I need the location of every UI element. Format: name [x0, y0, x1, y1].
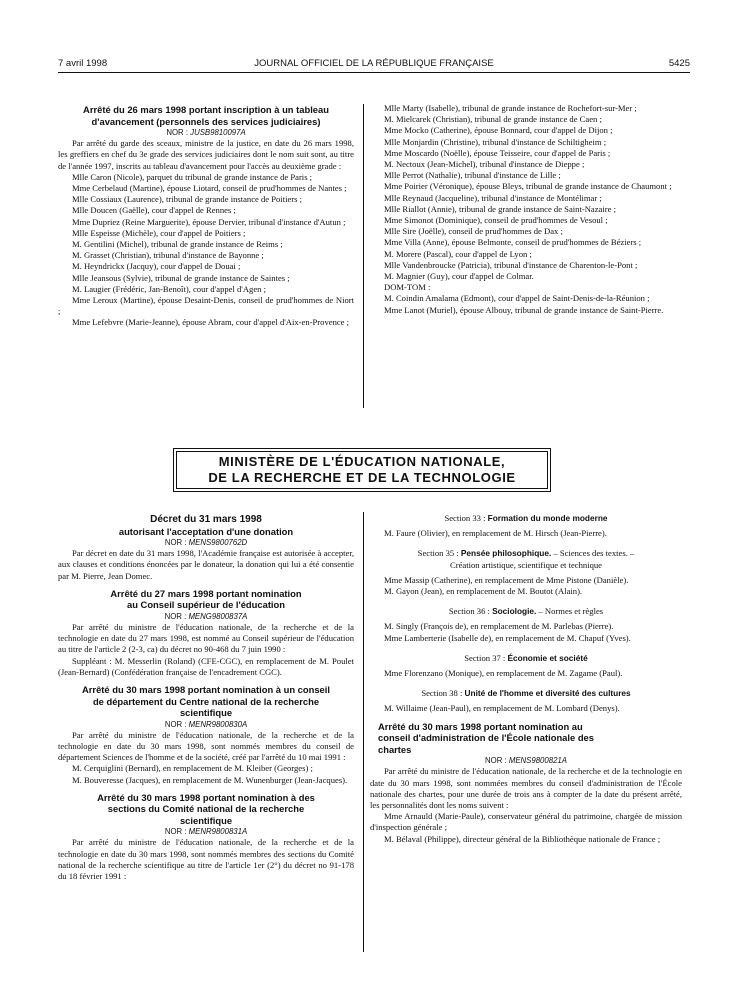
list-item: Mlle Cossiaux (Laurence), tribunal de grande instance de Poitiers ; — [72, 194, 303, 205]
list-item: Mlle Caron (Nicole), parquet du tribunal de grande instance de Paris ; — [72, 171, 313, 182]
ministry-heading-box — [173, 448, 551, 492]
section-number: Section 37 : — [464, 652, 508, 663]
list-item: Mlle Monjardin (Christine), tribunal d'instance de Schiltigheim ; — [384, 136, 607, 147]
header-date: 7 avril 1998 — [58, 58, 108, 69]
nor-line — [58, 127, 354, 138]
arrete-conseil-suppleant: Suppléant : M. Messerlin (Roland) (CFE-CGC), en remplacement de M. Poulet (Jean-Bernard) (Confédération française de l'encadrement CGC). — [58, 655, 354, 677]
nor-code: MENR9800830A — [188, 719, 248, 729]
arrete-chartes-title-3: chartes — [378, 743, 412, 755]
section-number: Section 36 : — [448, 606, 493, 617]
list-item: Mme Dupriez (Reine Marguerite), épouse Dervier, tribunal d'instance d'Autun ; — [72, 216, 346, 227]
nor-label: NOR : — [164, 611, 189, 621]
list-item: Mme Cerbelaud (Martine), épouse Liotard, conseil de prud'hommes de Nantes ; — [72, 183, 347, 194]
list-item: M. Magnier (Guy), cour d'appel de Colmar. — [384, 271, 534, 282]
list-item: Mme Florenzano (Monique), en remplacement de M. Zagame (Paul). — [384, 668, 623, 679]
name-list — [58, 172, 354, 329]
domtom-list — [370, 293, 682, 315]
section-heading — [370, 653, 682, 664]
list-item: M. Laugier (Frédéric, Jan-Benoît), cour d'appel d'Agen ; — [72, 283, 267, 294]
list-item: Mme Leroux (Martine), épouse Desaint-Denis, conseil de prud'hommes de Niort ; — [58, 295, 354, 317]
list-item: M. Nectoux (Jean-Michel), tribunal d'instance de Dieppe ; — [384, 159, 585, 170]
list-item: M. Willaime (Jean-Paul), en remplacement de M. Lombard (Denys). — [384, 703, 620, 714]
section-name: Économie et société — [507, 652, 588, 663]
decree-text: Par décret en date du 31 mars 1998, l'Académie française est autorisée à accepter, aux clauses et conditions énoncées par le donateur, la donation qui lui a été consentie par M. Pierre, Jean Domec. — [58, 548, 354, 581]
arrete-conseil-title-2: au Conseil supérieur de l'éducation — [127, 599, 285, 611]
section-name: Sociologie. — [492, 606, 537, 617]
nor-label: NOR : — [164, 827, 189, 837]
section-name: Formation du monde moderne — [487, 513, 608, 523]
list-item: Mme Mocko (Catherine), épouse Bonnard, cour d'appel de Dijon ; — [384, 125, 613, 136]
list-item: Mme Moscardo (Noëlle), épouse Teisseire, cour d'appel de Paris ; — [384, 147, 611, 158]
bottom-right-column — [370, 513, 682, 845]
arrete-sections-title-1: Arrêté du 30 mars 1998 portant nomination à des — [97, 791, 315, 803]
list-item: M. Gayon (Jean), en remplacement de M. Boutot (Alain). — [384, 586, 583, 597]
arrete-cnrs-text: Par arrêté du ministre de l'éducation nationale, de la recherche et de la technologie en date du 30 mars 1998, sont nommés membres du conseil de département Sciences de l'homme et de la société, créé par l'arrêté du 10 mai 1991 : — [58, 729, 354, 763]
nor-code: MENG9800837A — [188, 611, 248, 621]
section-name: Pensée philosophique. — [460, 548, 552, 559]
section-subtitle: – Sciences des textes. – — [551, 548, 635, 559]
decree-title-2: autorisant l'acceptation d'une donation — [118, 525, 294, 537]
list-item: Mme Lanot (Muriel), épouse Albouy, tribunal de grande instance de Saint-Pierre. — [384, 304, 664, 315]
list-item: Mlle Perrot (Nathalie), tribunal d'instance de Lille ; — [384, 170, 561, 181]
section-heading — [370, 548, 682, 559]
arrete-chartes-text: Par arrêté du ministre de l'éducation nationale, de la recherche et de la technologie en date du 30 mars 1998, sont nommées membres du conseil d'administration de l'École nationale des chartes, pour une durée de trois ans à compter de la date du présent arrêté, les personnalités dont les noms suivent : — [370, 766, 682, 810]
list-item: Mlle Sire (Joëlle), conseil de prud'hommes de Dax ; — [384, 226, 563, 237]
nor-code: MENS9800762D — [188, 538, 248, 547]
list-item: M. Heyndrickx (Jacquy), cour d'appel de Douai ; — [72, 261, 241, 272]
list-item: Mme Lamberterie (Isabelle de), en remplacement de M. Chapuf (Yves). — [384, 632, 631, 643]
list-item: M. Singly (François de), en remplacement de M. Parlebas (Pierre). — [384, 621, 614, 632]
list-item: Mlle Riallot (Annie), tribunal de grande instance de Saint-Nazaire ; — [384, 203, 616, 214]
nor-line — [58, 826, 354, 837]
section-number: Section 35 : — [417, 548, 461, 559]
list-item: M. Morere (Pascal), cour d'appel de Lyon ; — [384, 248, 532, 259]
section-heading — [370, 688, 682, 699]
section-subtitle: – Normes et règles — [536, 606, 604, 617]
nor-line — [58, 611, 354, 622]
header-page-number: 5425 — [668, 58, 690, 69]
domtom-label: DOM-TOM : — [384, 282, 431, 293]
list-item: M. Coindin Amalama (Edmont), cour d'appel de Saint-Denis-de-la-Réunion ; — [384, 293, 650, 304]
list-item: Mlle Espeisse (Michèle), cour d'appel de Poitiers ; — [72, 227, 246, 238]
section-subtitle-line: Création artistique, scientifique et technique — [449, 559, 602, 570]
list-item: M. Bélaval (Philippe), directeur général de la Bibliothèque nationale de France ; — [384, 833, 661, 844]
list-item: Mlle Doucen (Gaëlle), cour d'appel de Rennes ; — [72, 205, 236, 216]
arrete-chartes-title-1: Arrêté du 30 mars 1998 portant nomination au — [378, 720, 583, 732]
list-item: Mme Massip (Catherine), en remplacement de Mme Pistone (Danièle). — [384, 574, 629, 585]
list-item: M. Grasset (Christian), tribunal d'instance de Bayonne ; — [72, 250, 264, 261]
section-number: Section 33 : — [444, 513, 488, 523]
arrete-judiciaires-title: Arrêté du 26 mars 1998 portant inscription à un tableau d'avancement (personnels des services judiciaires) — [83, 104, 329, 127]
header-journal-title: JOURNAL OFFICIEL DE LA RÉPUBLIQUE FRANÇAISE — [254, 58, 494, 69]
list-item: Mme Lefebvre (Marie-Jeanne), épouse Abram, cour d'appel d'Aix-en-Provence ; — [72, 317, 350, 328]
name-list — [370, 103, 682, 282]
arrete-sections-title-2: sections du Comité national de la recherche — [107, 803, 305, 815]
section-number: Section 38 : — [421, 688, 465, 699]
arrete-chartes-title-2: conseil d'administration de l'École nationale des — [378, 732, 594, 744]
list-item: Mlle Vandenbroucke (Patricia), tribunal d'instance de Charenton-le-Pont ; — [384, 259, 638, 270]
intro-paragraph: Par arrêté du garde des sceaux, ministre de la justice, en date du 26 mars 1998, les greffiers en chef du 3e grade des services judiciaires dont le nom suit sont, au titre de l'année 1997, inscrits au tableau d'avancement pour l'accès au deuxième grade : — [58, 138, 354, 171]
bottom-left-column — [58, 514, 354, 882]
list-item: Mlle Reynaud (Jacqueline), tribunal d'instance de Montélimar ; — [384, 192, 602, 203]
list-item: Mlle Jeansous (Sylvie), tribunal de grande instance de Saintes ; — [72, 272, 290, 283]
nor-label: NOR : — [164, 538, 189, 547]
list-item: M. Cerquiglini (Bernard), en remplacement de M. Kleiber (Georges) ; — [72, 763, 313, 774]
list-item: Mme Simonot (Dominique), conseil de prud'hommes de Vesoul ; — [384, 215, 608, 226]
arrete-sections-title-3: scientifique — [179, 814, 233, 826]
arrete-conseil-text: Par arrêté du ministre de l'éducation nationale, de la recherche et de la technologie en date du 27 mars 1998, est nommé au Conseil supérieur de l'éducation au titre de l'article 2 (2-3, ca) du décret no 90-468 du 7 juin 1990 : — [58, 622, 354, 655]
arrete-sections-text: Par arrêté du ministre de l'éducation nationale, de la recherche et de la technologie en date du 30 mars 1998, sont nommés membres des sections du Comité national de la recherche scientifique au titre de l'article 1er (2°) du décret no 91-178 du 18 février 1991 : — [58, 837, 354, 882]
top-left-column — [58, 104, 354, 329]
name-list — [58, 763, 354, 785]
column-divider — [363, 104, 364, 408]
name-list — [370, 811, 682, 845]
nor-code: MENS9800821A — [508, 756, 567, 766]
header-rule — [58, 72, 690, 73]
list-item: Mme Villa (Anne), épouse Belmonte, conseil de prud'hommes de Béziers ; — [384, 237, 642, 248]
section-list — [370, 513, 682, 715]
section-heading — [370, 513, 682, 524]
section-heading — [370, 606, 682, 617]
nor-label: NOR : — [164, 719, 189, 729]
arrete-cnrs-title-2: de département du Centre national de la recherche — [92, 695, 320, 707]
list-item: M. Gentilini (Michel), tribunal de grande instance de Reims ; — [72, 239, 283, 250]
column-divider — [363, 512, 364, 952]
ministry-line-2: DE LA RECHERCHE ET DE LA TECHNOLOGIE — [208, 470, 516, 485]
nor-line — [370, 755, 682, 766]
nor-label: NOR : — [166, 128, 191, 137]
nor-line — [58, 719, 354, 730]
nor-line — [58, 537, 354, 548]
list-item: Mlle Marty (Isabelle), tribunal de grande instance de Rochefort-sur-Mer ; — [384, 103, 637, 113]
list-item: M. Mielcarek (Christian), tribunal de grande instance de Caen ; — [384, 114, 602, 125]
list-item: Mme Poirier (Véronique), épouse Bleys, tribunal de grande instance de Chaumont ; — [384, 181, 672, 192]
list-item: M. Bouveresse (Jacques), en remplacement de M. Wunenburger (Jean-Jacques). — [72, 774, 348, 785]
top-right-column — [370, 103, 682, 316]
arrete-cnrs-title-1: Arrêté du 30 mars 1998 portant nomination à un conseil — [82, 684, 330, 696]
list-item: M. Faure (Olivier), en remplacement de M. Hirsch (Jean-Pierre). — [384, 528, 607, 539]
nor-label: NOR : — [485, 756, 509, 766]
arrete-conseil-title-1: Arrêté du 27 mars 1998 portant nomination — [110, 587, 302, 599]
nor-code: JUSB9810097A — [190, 128, 246, 137]
nor-code: MENR9800831A — [188, 827, 248, 837]
list-item: Mme Arnauld (Marie-Paule), conservateur général du patrimoine, chargée de mission d'inspection générale ; — [370, 811, 682, 833]
section-name: Unité de l'homme et diversité des cultures — [464, 688, 631, 699]
ministry-line-1: MINISTÈRE DE L'ÉDUCATION NATIONALE, — [218, 454, 506, 469]
decree-title-1: Décret du 31 mars 1998 — [150, 514, 262, 525]
page-header — [58, 58, 690, 72]
arrete-cnrs-title-3: scientifique — [179, 707, 233, 719]
